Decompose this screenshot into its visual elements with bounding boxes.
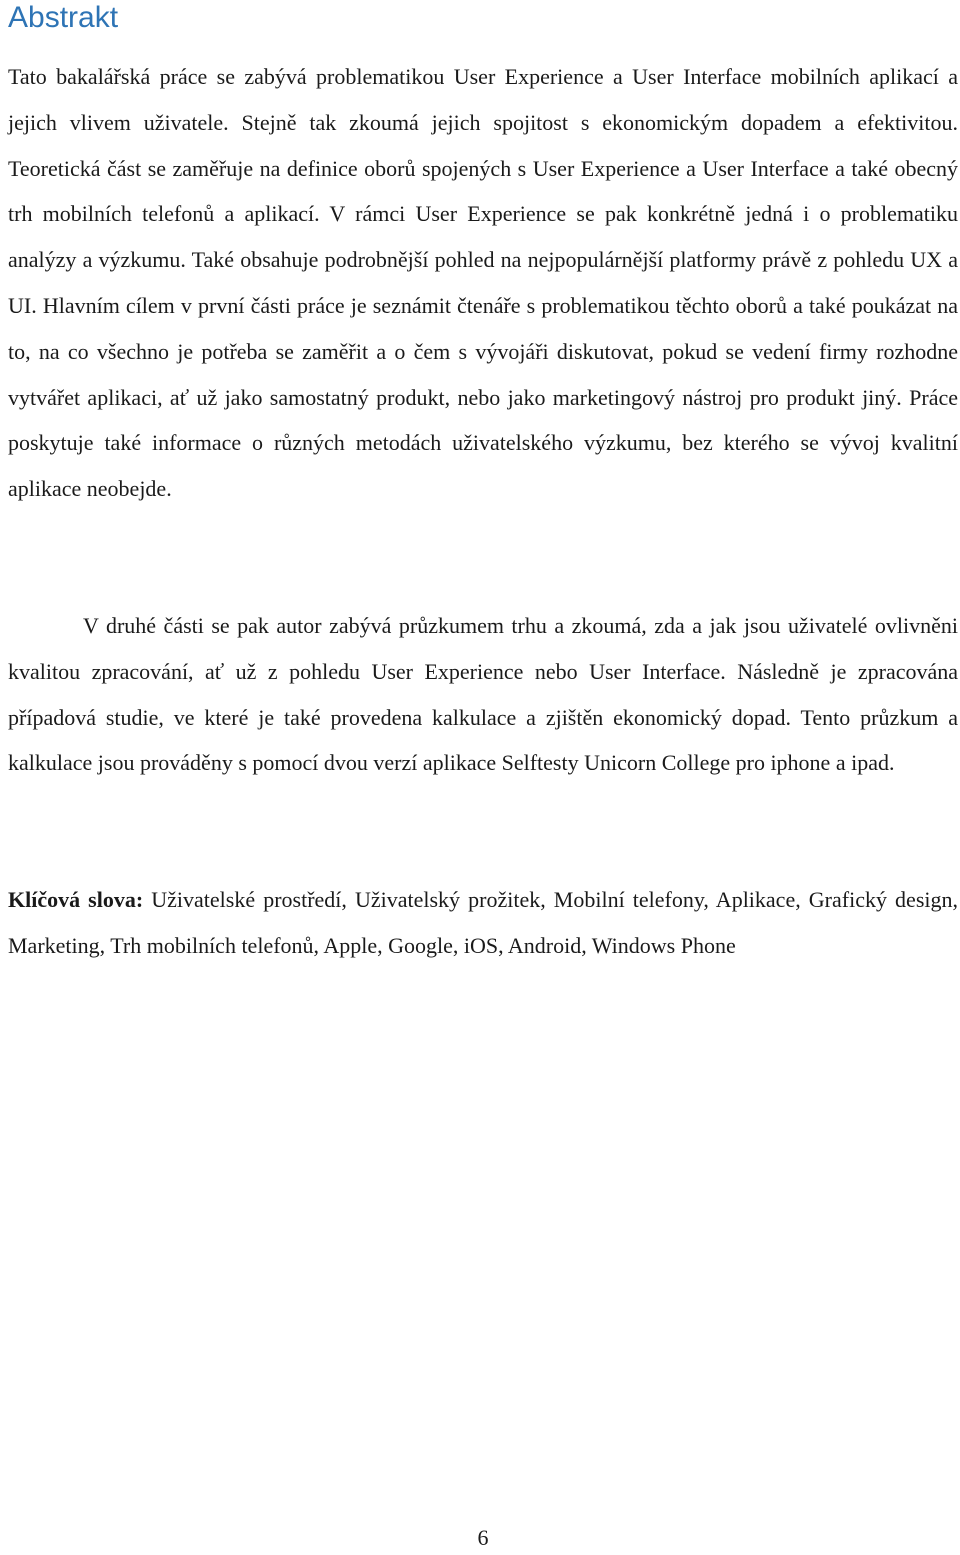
keywords-text: Uživatelské prostředí, Uživatelský prožitek, Mobilní telefony, Aplikace, Grafický design, Marketing, Trh mobilních telefonů, Apple, Google, iOS, Android, Windows Phone [8,887,958,958]
abstract-paragraph-2: V druhé části se pak autor zabývá průzkumem trhu a zkoumá, zda a jak jsou uživatelé ovlivněni kvalitou zpracování, ať už z pohledu User Experience nebo User Interface. Následně je zpracována případová studie, ve které je také provedena kalkulace a zjištěn ekonomický dopad. Tento průzkum a kalkulace jsou prováděny s pomocí dvou verzí aplikace Selftesty Unicorn College pro iphone a ipad. [8,613,958,776]
keywords-paragraph [8,877,958,969]
keywords-label: Klíčová slova: [8,887,144,912]
document-page [8,0,958,1555]
page-number: 6 [477,1525,489,1550]
section-heading: Abstrakt [8,1,119,34]
abstract-paragraph-1: Tato bakalářská práce se zabývá problematikou User Experience a User Interface mobilních aplikací a jejich vlivem uživatele. Stejně tak zkoumá jejich spojitost s ekonomickým dopadem a efektivitou. Teoretická část se zaměřuje na definice oborů spojených s User Experience a User Interface a také obecný trh mobilních telefonů a aplikací. V rámci User Experience se pak konkrétně jedná i o problematiku analýzy a výzkumu. Také obsahuje podrobnější pohled na nejpopulárnější platformy právě z pohledu UX a UI. Hlavním cílem v první části práce je seznámit čtenáře s problematikou těchto oborů a také poukázat na to, na co všechno je potřeba se zaměřit a o čem s vývojáři diskutovat, pokud se vedení firmy rozhodne vytvářet aplikaci, ať už jako samostatný produkt, nebo jako marketingový nástroj pro produkt jiný. Práce poskytuje také informace o různých metodách uživatelského výzkumu, bez kterého se vývoj kvalitní aplikace neobejde. [8,64,958,502]
